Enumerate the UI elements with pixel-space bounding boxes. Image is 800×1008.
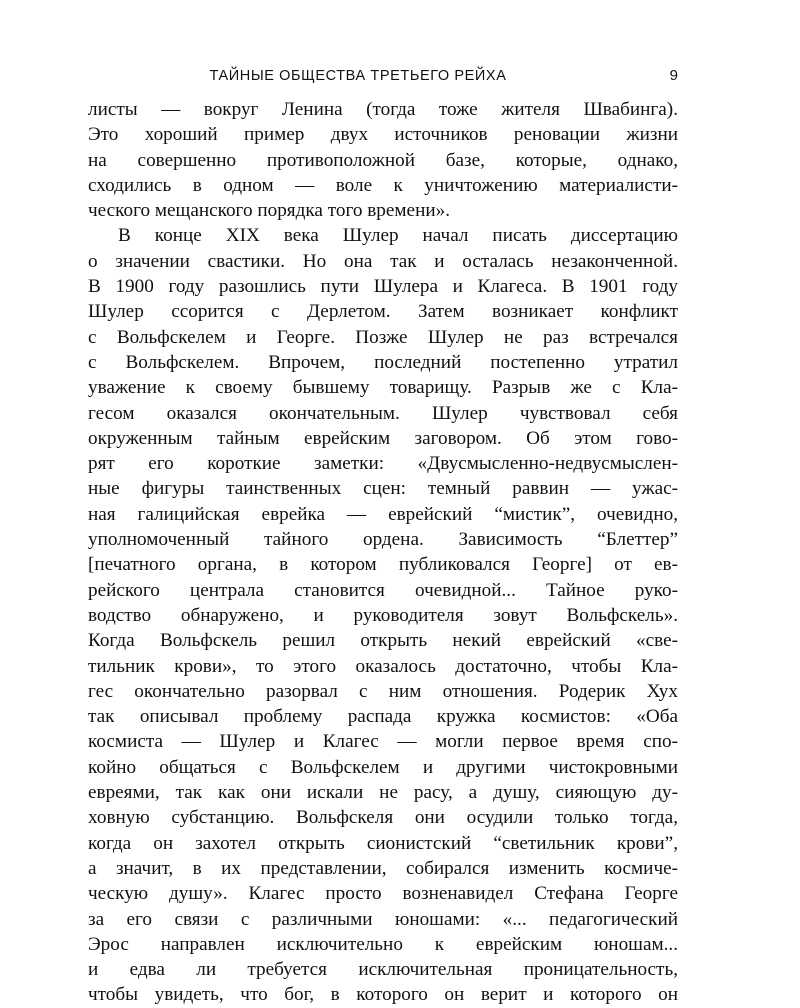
text-line: ные фигуры таинственных сцен: темный раввин — ужас- bbox=[88, 478, 678, 500]
text-line: на совершенно противоположной базе, которые, однако, bbox=[88, 149, 678, 171]
text-line: сходились в одном — воле к уничтожению материалисти- bbox=[88, 174, 678, 196]
text-line: ческую душу». Клагес просто возненавидел Стефана Георге bbox=[88, 883, 678, 905]
text-line: так описывал проблему распада кружка космистов: «Оба bbox=[88, 706, 678, 728]
text-line: космиста — Шулер и Клагес — могли первое время спо- bbox=[88, 731, 678, 753]
text-line: Это хороший пример двух источников реновации жизни bbox=[88, 124, 678, 146]
text-line: гес окончательно разорвал с ним отношения. Родерик Хух bbox=[88, 680, 678, 702]
text-line: Эрос направлен исключительно к еврейским юношам... bbox=[88, 933, 678, 955]
text-line: с Вольфскелем и Георге. Позже Шулер не раз встречался bbox=[88, 326, 678, 348]
body-text bbox=[88, 97, 678, 1008]
text-line: чтобы увидеть, что бог, в которого он верит и которого он bbox=[88, 984, 678, 1006]
text-line: когда он захотел открыть сионистский “светильник крови”, bbox=[88, 832, 678, 854]
text-line: В конце XIX века Шулер начал писать диссертацию bbox=[118, 225, 678, 247]
text-line: койно общаться с Вольфскелем и другими чистокровными bbox=[88, 756, 678, 778]
text-line: уважение к своему бывшему товарищу. Разрыв же с Кла- bbox=[88, 377, 678, 399]
text-line: ная галицийская еврейка — еврейский “мистик”, очевидно, bbox=[88, 503, 678, 525]
text-line: и едва ли требуется исключительная проницательность, bbox=[88, 959, 678, 981]
text-line: а значит, в их представлении, собирался изменить космиче- bbox=[88, 857, 678, 879]
text-line: [печатного органа, в котором публиковался Георге] от ев- bbox=[88, 554, 678, 576]
text-line: за его связи с различными юношами: «... педагогический bbox=[88, 908, 678, 930]
text-line: окруженным тайным еврейским заговором. Об этом гово- bbox=[88, 427, 678, 449]
text-line: рейского централа становится очевидной... Тайное руко- bbox=[88, 579, 678, 601]
text-line: Шулер ссорится с Дерлетом. Затем возникает конфликт bbox=[88, 301, 678, 323]
text-line: листы — вокруг Ленина (тогда тоже жителя Швабинга). bbox=[88, 99, 678, 120]
text-line: ческого мещанского порядка того времени». bbox=[88, 200, 450, 222]
text-line: уполномоченный тайного ордена. Зависимость “Блеттер” bbox=[88, 529, 678, 551]
text-line: гесом оказался окончательным. Шулер чувствовал себя bbox=[88, 402, 678, 424]
running-head bbox=[88, 64, 678, 88]
text-line: рят его короткие заметки: «Двусмысленно-недвусмыслен- bbox=[88, 453, 678, 475]
text-line: с Вольфскелем. Впрочем, последний постепенно утратил bbox=[88, 351, 678, 373]
text-line: о значении свастики. Но она так и осталась незаконченной. bbox=[88, 250, 678, 272]
text-line: водство обнаружено, и руководителя зовут Вольфскель». bbox=[88, 604, 678, 626]
text-line: В 1900 году разошлись пути Шулера и Клагеса. В 1901 году bbox=[88, 276, 678, 298]
page-number: 9 bbox=[669, 67, 678, 84]
running-title: ТАЙНЫЕ ОБЩЕСТВА ТРЕТЬЕГО РЕЙХА bbox=[209, 68, 507, 84]
text-line: евреями, так как они искали не расу, а душу, сияющую ду- bbox=[88, 782, 678, 804]
text-line: тильник крови», то этого оказалось достаточно, чтобы Кла- bbox=[88, 655, 678, 677]
text-line: Когда Вольфскель решил открыть некий еврейский «све- bbox=[88, 630, 678, 652]
text-line: ховную субстанцию. Вольфскеля они осудили только тогда, bbox=[88, 807, 678, 829]
